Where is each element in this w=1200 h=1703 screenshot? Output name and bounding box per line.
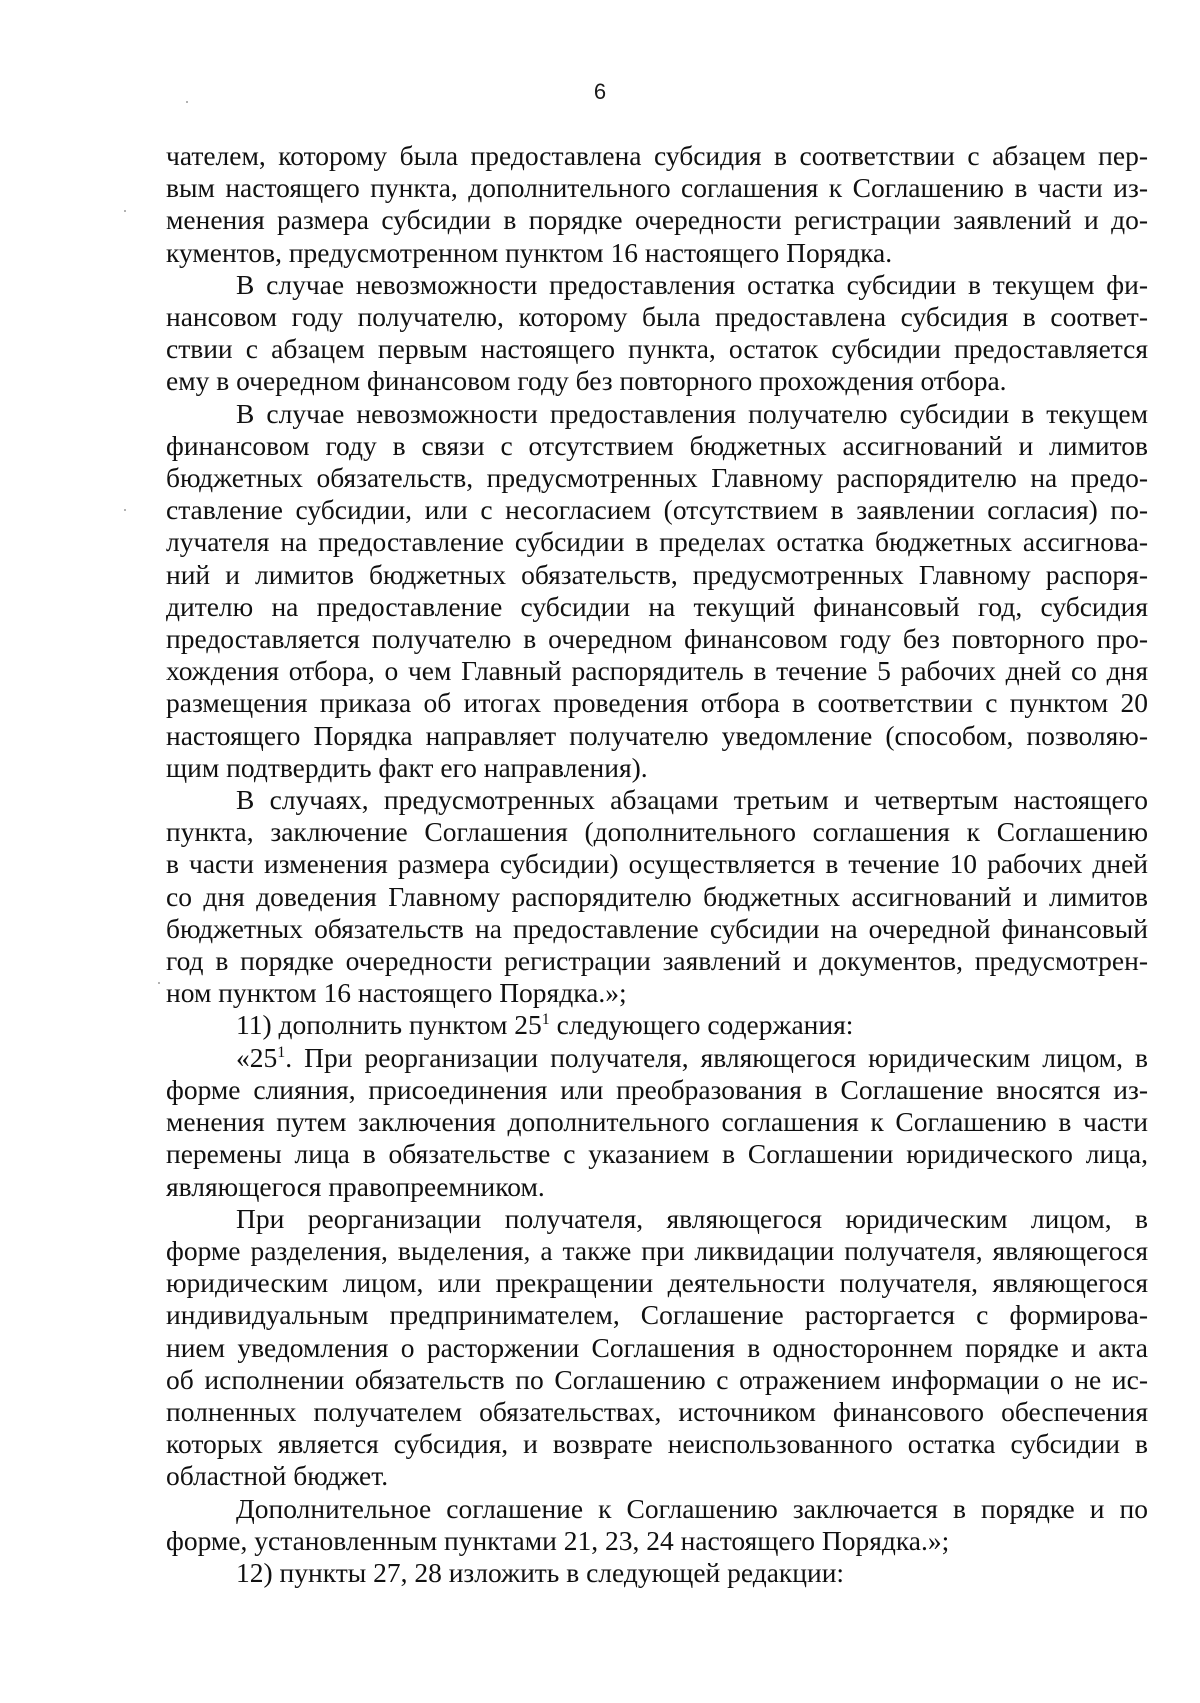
text-line: бюджетных обязательств, предусмотренных Главному распорядителю на предо- — [166, 462, 1148, 494]
text-line: При реорганизации получателя, являющегося юридическим лицом, в — [236, 1202, 1148, 1234]
text-line: лучателя на предоставление субсидии в пределах остатка бюджетных ассигнова- — [166, 526, 1148, 558]
text-line: год в порядке очередности регистрации заявлений и документов, предусмотрен- — [166, 945, 1148, 977]
text-line: ном пунктом 16 настоящего Порядка.»; — [166, 977, 627, 1009]
text-line: размещения приказа об итогах проведения отбора в соответствии с пунктом 20 — [166, 687, 1148, 719]
paragraph — [166, 1203, 1148, 1493]
text-line: бюджетных обязательств на предоставление субсидии на очередной финансовый — [166, 912, 1148, 944]
text-line: ему в очередном финансовом году без повторного прохождения отбора. — [166, 365, 1007, 397]
text-line: Дополнительное соглашение к Соглашению заключается в порядке и по — [236, 1492, 1148, 1524]
paragraph — [166, 1493, 1148, 1557]
text-line: финансовом году в связи с отсутствием бюджетных ассигнований и лимитов — [166, 429, 1148, 461]
text-line: форме, установленным пунктами 21, 23, 24 настоящего Порядка.»; — [166, 1524, 950, 1556]
text-line: щим подтвердить факт его направления). — [166, 751, 648, 783]
paragraph — [166, 140, 1148, 269]
paragraph — [166, 1009, 1148, 1041]
text-line: «$25^1$. При реорганизации получателя, являющегося юридическим лицом, в — [236, 1041, 1148, 1073]
text-line: со дня доведения Главному распорядителю бюджетных ассигнований и лимитов — [166, 880, 1148, 912]
text-line: полненных получателем обязательствах, источником финансового обеспечения — [166, 1395, 1148, 1427]
paragraph — [166, 269, 1148, 398]
page-number: 6 — [593, 79, 607, 104]
text-line: областной бюджет. — [166, 1460, 389, 1492]
scan-speck — [186, 101, 188, 103]
paragraph — [166, 398, 1148, 784]
text-line: пункта, заключение Соглашения (дополнительного соглашения к Соглашению — [166, 816, 1148, 848]
text-line: ставление субсидии, или с несогласием (отсутствием в заявлении согласия) по- — [166, 494, 1148, 526]
scan-speck — [158, 982, 160, 984]
text-line: форме разделения, выделения, а также при ликвидации получателя, являющегося — [166, 1234, 1148, 1266]
text-line: ний и лимитов бюджетных обязательств, предусмотренных Главному распоря- — [166, 558, 1148, 590]
text-line: нием уведомления о расторжении Соглашения в одностороннем порядке и акта — [166, 1331, 1148, 1363]
text-line: индивидуальным предпринимателем, Соглашение расторгается с формирова- — [166, 1299, 1148, 1331]
text-line: дителю на предоставление субсидии на текущий финансовый год, субсидия — [166, 590, 1148, 622]
text-line: В случаях, предусмотренных абзацами третьим и четвертым настоящего — [236, 784, 1148, 816]
text-line: являющегося правопреемником. — [166, 1170, 545, 1202]
text-line: чателем, которому была предоставлена субсидия в соответствии с абзацем пер- — [166, 140, 1148, 171]
text-line: в части изменения размера субсидии) осуществляется в течение 10 рабочих дней — [166, 848, 1148, 880]
paragraph — [166, 784, 1148, 1009]
text-line: 11) дополнить пунктом $25^1$ следующего содержания: — [236, 1009, 854, 1041]
text-line: менения размера субсидии в порядке очередности регистрации заявлений и до- — [166, 204, 1148, 236]
text-line: нансовом году получателю, которому была предоставлена субсидия в соответ- — [166, 301, 1148, 333]
text-line: В случае невозможности предоставления получателю субсидии в текущем — [236, 397, 1148, 429]
text-line: 12) пункты 27, 28 изложить в следующей редакции: — [236, 1556, 845, 1588]
scan-speck — [124, 210, 126, 212]
text-line: юридическим лицом, или прекращении деятельности получателя, являющегося — [166, 1267, 1148, 1299]
text-line: В случае невозможности предоставления остатка субсидии в текущем фи- — [236, 268, 1148, 300]
text-line: кументов, предусмотренном пунктом 16 настоящего Порядка. — [166, 236, 893, 268]
text-line: перемены лица в обязательстве с указанием в Соглашении юридического лица, — [166, 1138, 1148, 1170]
text-line: об исполнении обязательств по Соглашению с отражением информации о не ис- — [166, 1363, 1148, 1395]
scan-speck — [124, 509, 126, 511]
paragraph — [166, 1557, 1148, 1589]
text-line: ствии с абзацем первым настоящего пункта, остаток субсидии предоставляется — [166, 333, 1148, 365]
text-line: которых является субсидия, и возврате неиспользованного остатка субсидии в — [166, 1428, 1148, 1460]
paragraph — [166, 1042, 1148, 1203]
text-line: предоставляется получателю в очередном финансовом году без повторного про- — [166, 623, 1148, 655]
text-line: вым настоящего пункта, дополнительного соглашения к Соглашению в части из- — [166, 172, 1148, 204]
text-line: менения путем заключения дополнительного соглашения к Соглашению в части — [166, 1106, 1148, 1138]
text-line: форме слияния, присоединения или преобразования в Соглашение вносятся из- — [166, 1073, 1148, 1105]
document-body — [166, 140, 1148, 1589]
text-line: хождения отбора, о чем Главный распорядитель в течение 5 рабочих дней со дня — [166, 655, 1148, 687]
text-line: настоящего Порядка направляет получателю уведомление (способом, позволяю- — [166, 719, 1148, 751]
